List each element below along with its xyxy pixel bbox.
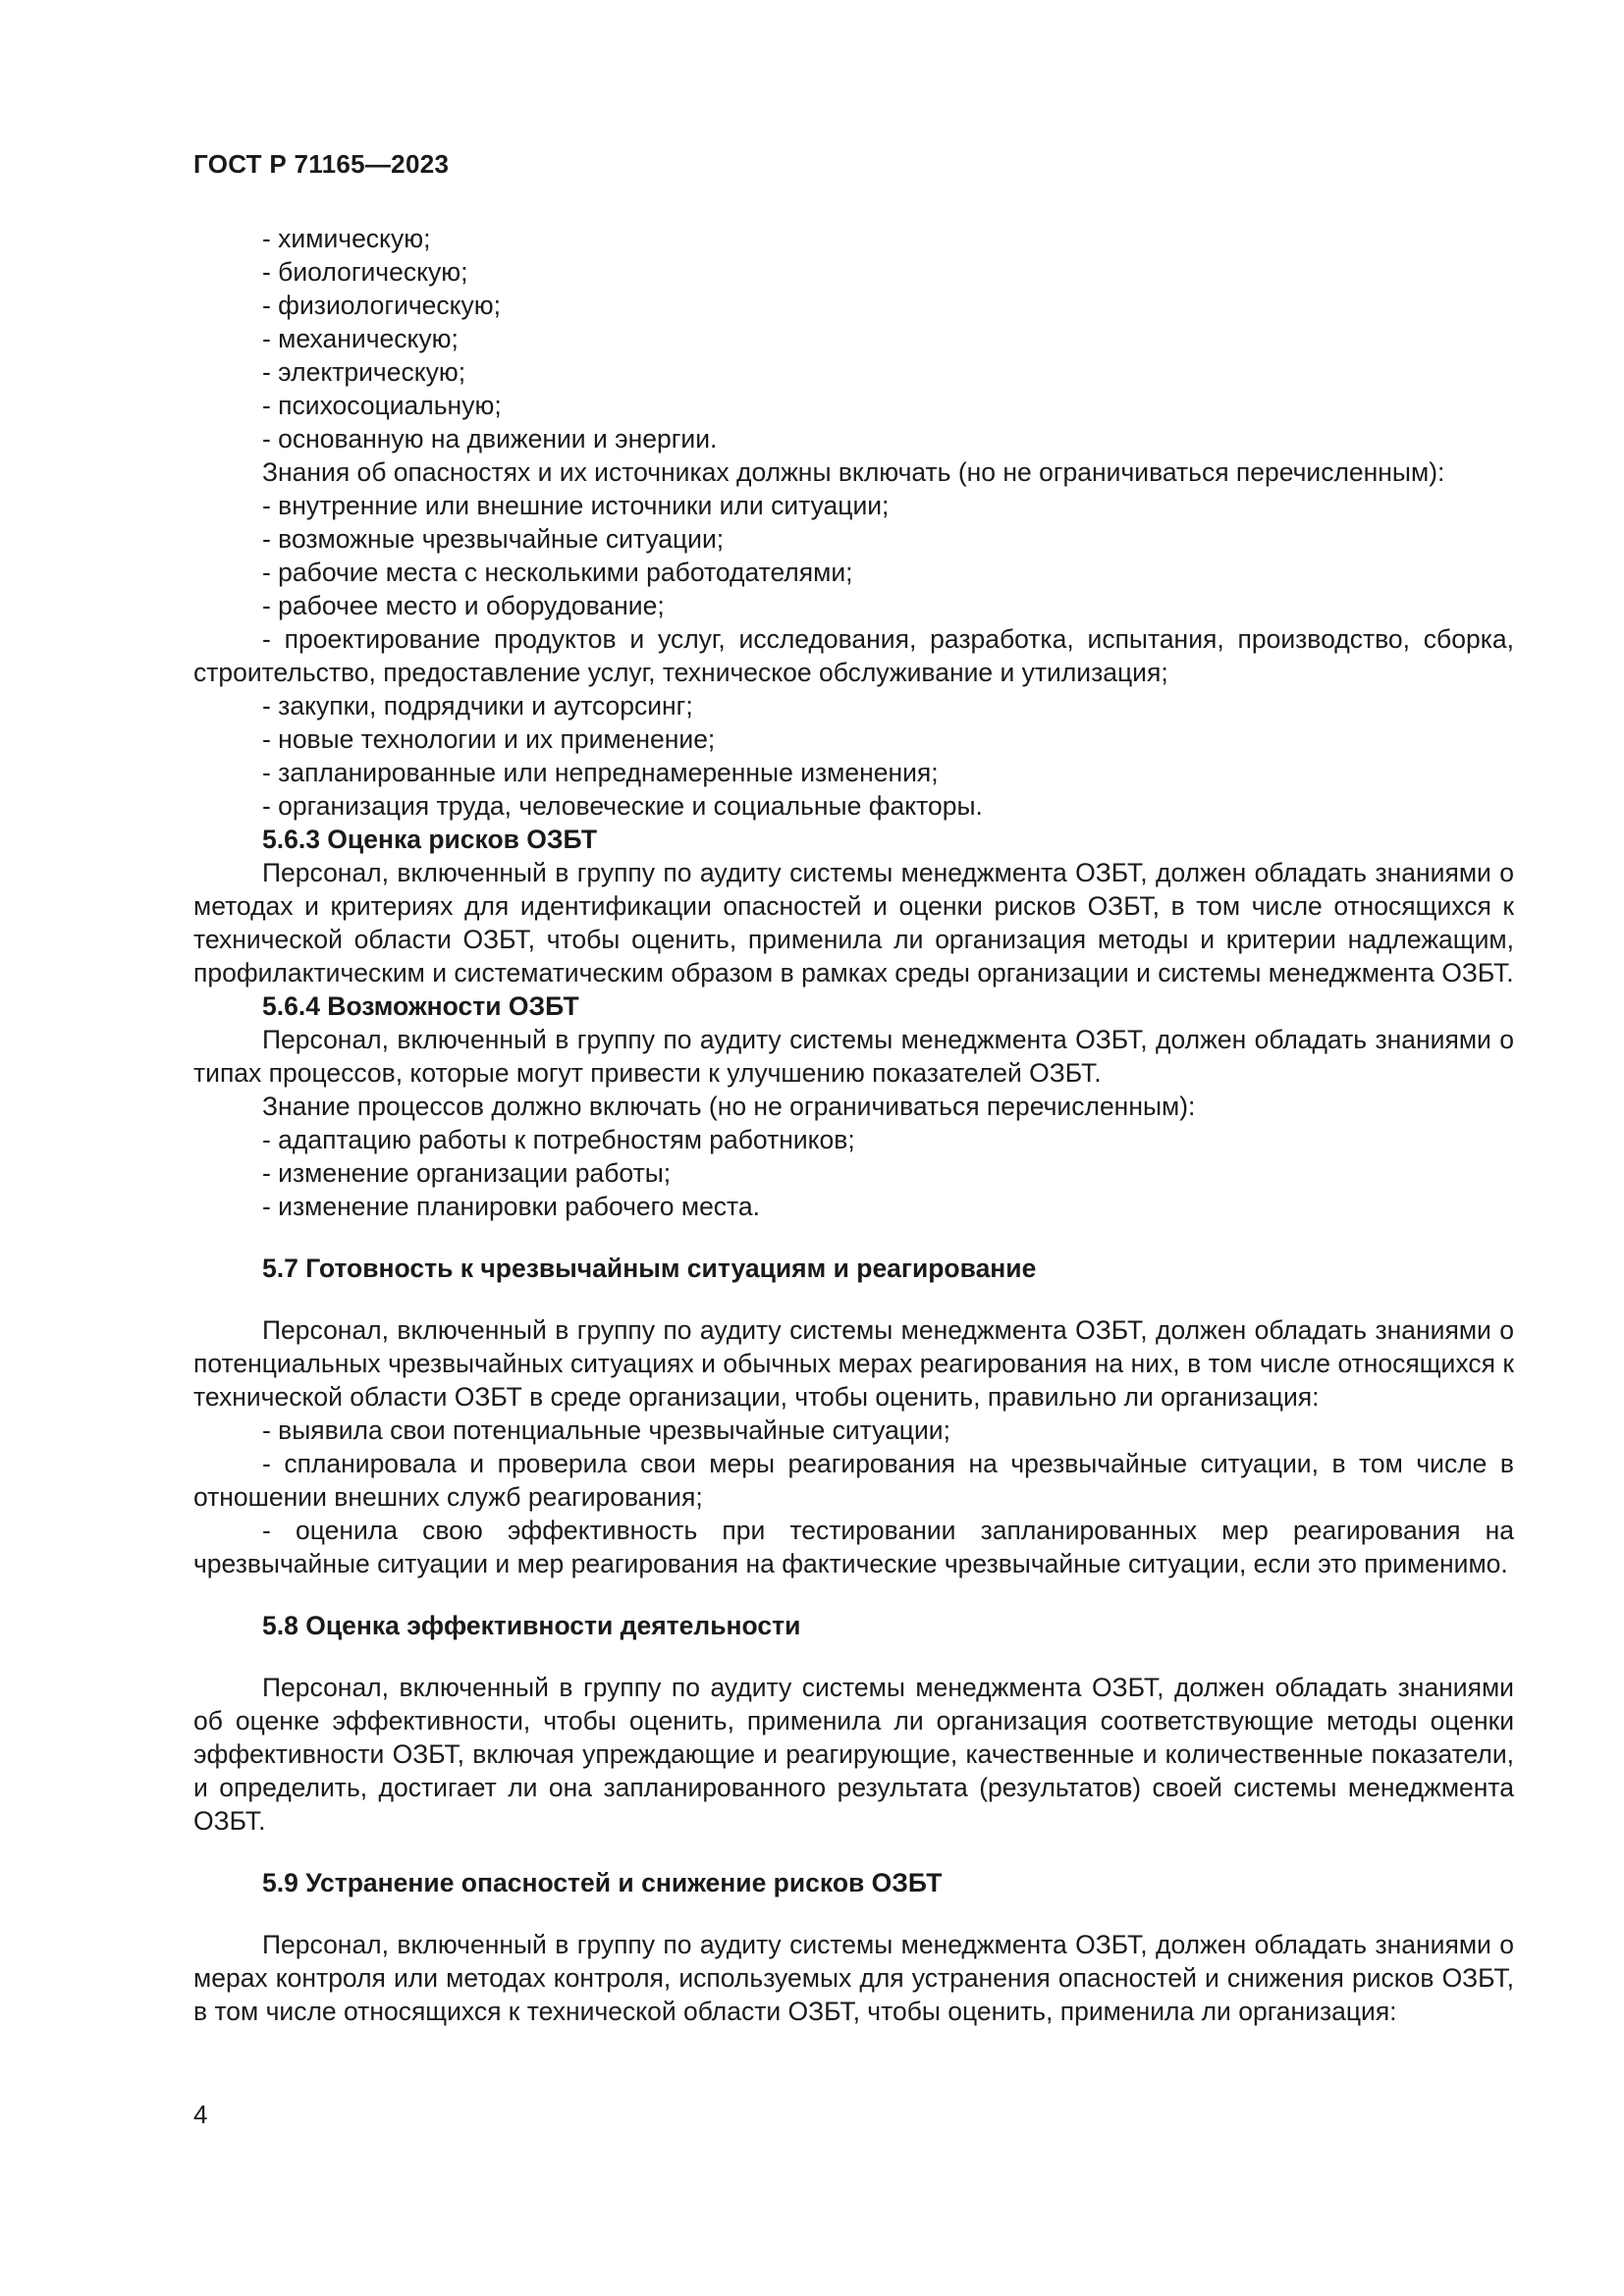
list-item: - выявила свои потенциальные чрезвычайные ситуации; (262, 1415, 950, 1445)
list-item: - химическую; (262, 224, 431, 253)
paragraph: Персонал, включенный в группу по аудиту системы менеджмента ОЗБТ, должен обладать знаниями о типах процессов, которые могут привести к улучшению показателей ОЗБТ. (193, 1025, 1514, 1088)
list-item: - рабочее место и оборудование; (262, 591, 665, 620)
list-item: - механическую; (262, 324, 459, 353)
section-heading-5-9: 5.9 Устранение опасностей и снижение рисков ОЗБТ (262, 1868, 943, 1897)
list-item: - запланированные или непреднамеренные изменения; (262, 758, 939, 787)
list-item: - изменение планировки рабочего места. (262, 1192, 760, 1221)
list-item: - психосоциальную; (262, 391, 502, 420)
list-item: - организация труда, человеческие и социальные факторы. (262, 791, 983, 821)
list-item: - новые технологии и их применение; (262, 724, 716, 754)
list-item: - оценила свою эффективность при тестировании запланированных мер реагирования на чрезвычайные ситуации и мер реагирования на фактические чрезвычайные ситуации, если это применимо. (193, 1516, 1514, 1578)
paragraph: Знания об опасностях и их источниках должны включать (но не ограничиваться перечисленным): (262, 457, 1445, 487)
list-item: - закупки, подрядчики и аутсорсинг; (262, 691, 693, 721)
subsection-heading-5-6-3: 5.6.3 Оценка рисков ОЗБТ (262, 825, 598, 854)
document-body (193, 222, 1514, 2028)
subsection-heading-5-6-4: 5.6.4 Возможности ОЗБТ (262, 991, 579, 1021)
section-heading-5-8: 5.8 Оценка эффективности деятельности (262, 1611, 801, 1640)
list-item: - изменение организации работы; (262, 1158, 672, 1188)
document-header: ГОСТ Р 71165—2023 (193, 149, 450, 179)
list-item: - проектирование продуктов и услуг, исследования, разработка, испытания, производство, сборка, строительство, предоставление услуг, техническое обслуживание и утилизация; (193, 624, 1514, 687)
paragraph: Персонал, включенный в группу по аудиту системы менеджмента ОЗБТ, должен обладать знаниями об оценке эффективности, чтобы оценить, применила ли организация соответствующие методы оценки эффективности ОЗБТ, включая упреждающие и реагирующие, качественные и количественные показатели, и определить, достигает ли она запланированного результата (результатов) своей системы менеджмента ОЗБТ. (193, 1673, 1514, 1836)
list-item: - внутренние или внешние источники или ситуации; (262, 491, 890, 520)
paragraph: Персонал, включенный в группу по аудиту системы менеджмента ОЗБТ, должен обладать знаниями о потенциальных чрезвычайных ситуациях и обычных мерах реагирования на них, в том числе относящихся к технической области ОЗБТ в среде организации, чтобы оценить, правильно ли организация: (193, 1315, 1514, 1412)
list-item: - рабочие места с несколькими работодателями; (262, 558, 853, 587)
list-item: - спланировала и проверила свои меры реагирования на чрезвычайные ситуации, в том числе в отношении внешних служб реагирования; (193, 1449, 1514, 1512)
list-item: - физиологическую; (262, 291, 502, 320)
paragraph: Персонал, включенный в группу по аудиту системы менеджмента ОЗБТ, должен обладать знаниями о мерах контроля или методах контроля, используемых для устранения опасностей и снижения рисков ОЗБТ, в том числе относящихся к технической области ОЗБТ, чтобы оценить, применила ли организация: (193, 1930, 1514, 2026)
list-item: - основанную на движении и энергии. (262, 424, 718, 454)
section-heading-5-7: 5.7 Готовность к чрезвычайным ситуациям и реагирование (262, 1254, 1037, 1283)
paragraph: Персонал, включенный в группу по аудиту системы менеджмента ОЗБТ, должен обладать знаниями о методах и критериях для идентификации опасностей и оценки рисков ОЗБТ, в том числе относящихся к технической области ОЗБТ, чтобы оценить, применила ли организация методы и критерии надлежащим, профилактическим и систематическим образом в рамках среды организации и системы менеджмента ОЗБТ. (193, 858, 1514, 988)
list-item: - адаптацию работы к потребностям работников; (262, 1125, 855, 1154)
page-number: 4 (193, 2100, 208, 2129)
list-item: - возможные чрезвычайные ситуации; (262, 524, 725, 554)
paragraph: Знание процессов должно включать (но не ограничиваться перечисленным): (262, 1092, 1196, 1121)
list-item: - электрическую; (262, 357, 466, 387)
list-item: - биологическую; (262, 257, 468, 287)
